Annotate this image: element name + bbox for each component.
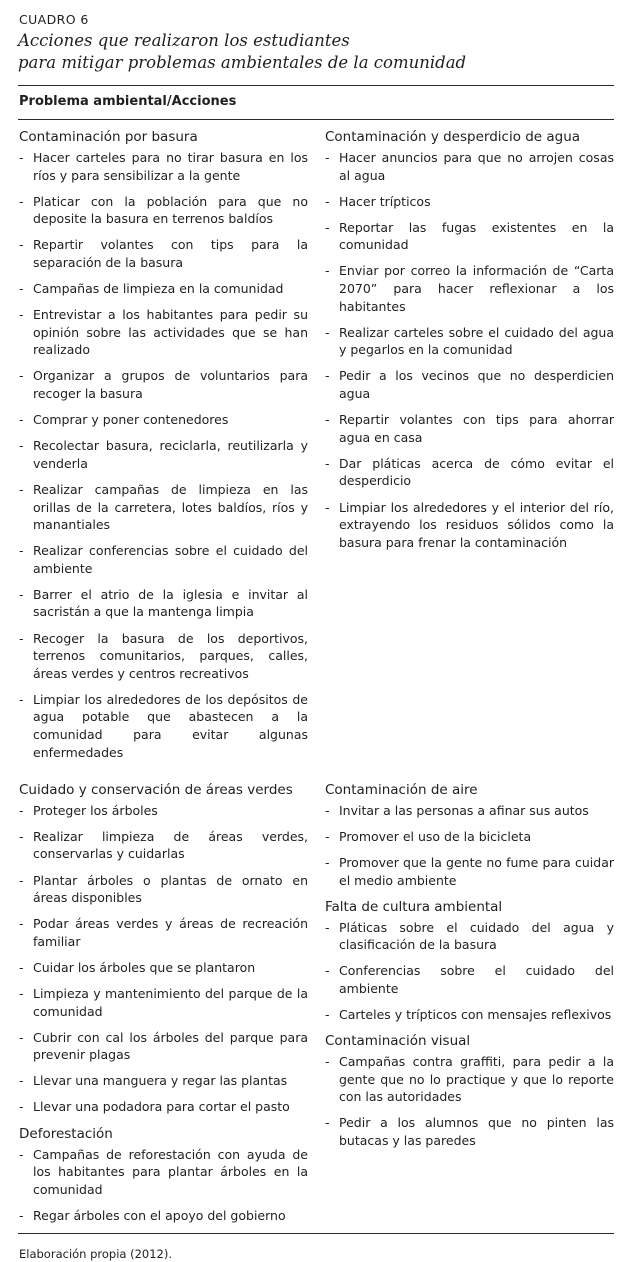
bottom-rule — [18, 1233, 614, 1234]
dash-bullet: - — [19, 985, 24, 1001]
list-item-text: Recolectar basura, reciclarla, reutilizarla y venderla — [33, 438, 308, 471]
dash-bullet: - — [19, 691, 24, 707]
list-item-text: Hacer trípticos — [339, 193, 431, 209]
table-title-line-1: Acciones que realizaron los estudiantes — [18, 31, 350, 50]
section-title: Contaminación visual — [325, 1033, 471, 1050]
list-item — [18, 828, 308, 863]
list-item-text: Promover que la gente no fume para cuidar el medio ambiente — [339, 854, 614, 888]
list-item — [18, 1207, 308, 1225]
list-item — [18, 1029, 308, 1064]
dash-bullet: - — [19, 959, 24, 975]
section-deforestacion — [18, 1125, 308, 1225]
list-item — [324, 219, 614, 254]
dash-bullet: - — [325, 828, 330, 844]
header-rule — [18, 119, 614, 120]
table-title-line-2: para mitigar problemas ambientales de la comunidad — [18, 53, 467, 72]
dash-bullet: - — [19, 281, 24, 297]
list-item-text: Llevar una podadora para cortar el pasto — [33, 1099, 290, 1115]
dash-bullet: - — [325, 1006, 330, 1022]
list-item-text: Organizar a grupos de voluntarios para recoger la basura — [33, 368, 308, 402]
right-column-2 — [324, 781, 614, 1233]
list-item — [18, 437, 308, 472]
list-item — [324, 262, 614, 315]
list-item-text: Regar árboles con el apoyo del gobierno — [33, 1207, 286, 1223]
dash-bullet: - — [325, 1054, 330, 1070]
row-2 — [18, 781, 614, 1233]
list-item-text: Conferencias sobre el cuidado del ambiente — [339, 963, 614, 996]
dash-bullet: - — [325, 263, 330, 279]
list-item-text: Realizar limpieza de áreas verdes, conservarlas y cuidarlas — [33, 828, 308, 862]
list-item-text: Llevar una manguera y regar las plantas — [33, 1073, 288, 1089]
dash-bullet: - — [19, 412, 24, 428]
dash-bullet: - — [325, 854, 330, 870]
list-item-text: Campañas de limpieza en la comunidad — [33, 281, 284, 297]
list-item — [324, 962, 614, 997]
list-item — [18, 1098, 308, 1116]
left-column-2 — [18, 781, 308, 1233]
dash-bullet: - — [19, 481, 24, 497]
dash-bullet: - — [19, 1146, 24, 1162]
section-title: Contaminación de aire — [325, 781, 478, 798]
column-header: Problema ambiental/Acciones — [19, 94, 237, 109]
dash-bullet: - — [19, 193, 24, 209]
dash-bullet: - — [19, 543, 24, 559]
list-item-text: Campañas de reforestación con ayuda de los habitantes para plantar árboles en la comunidad — [33, 1146, 308, 1197]
dash-bullet: - — [325, 324, 330, 340]
list-item-text: Comprar y poner contenedores — [33, 412, 229, 428]
dash-bullet: - — [19, 1073, 24, 1089]
dash-bullet: - — [19, 307, 24, 323]
list-item-text: Barrer el atrio de la iglesia e invitar al sacristán a que la mantenga limpia — [33, 586, 308, 620]
list-item-text: Recoger la basura de los deportivos, terrenos comunitarios, parques, calles, áreas verdes y centros recreativos — [33, 630, 308, 681]
dash-bullet: - — [325, 150, 330, 165]
source-note: Elaboración propia (2012). — [19, 1246, 173, 1261]
list-item-text: Realizar campañas de limpieza en las orillas de la carretera, lotes baldíos, ríos y manantiales — [33, 481, 308, 533]
dash-bullet: - — [19, 586, 24, 602]
list-item-text: Promover el uso de la bicicleta — [339, 828, 532, 844]
list-item — [324, 499, 614, 552]
list-item — [18, 1072, 308, 1090]
dash-bullet: - — [325, 412, 330, 428]
action-list — [18, 802, 308, 1116]
list-item-text: Entrevistar a los habitantes para pedir su opinión sobre las actividades que se han realizado — [33, 307, 308, 358]
action-list — [324, 919, 614, 1024]
dash-bullet: - — [325, 499, 330, 515]
row-1 — [18, 128, 614, 770]
action-list — [18, 149, 308, 761]
dash-bullet: - — [325, 919, 330, 935]
list-item — [324, 455, 614, 490]
dash-bullet: - — [19, 1207, 24, 1223]
dash-bullet: - — [19, 438, 24, 454]
action-list — [324, 802, 614, 889]
list-item-text: Realizar carteles sobre el cuidado del agua y pegarlos en la comunidad — [339, 324, 614, 358]
list-item — [18, 236, 308, 271]
list-item-text: Limpieza y mantenimiento del parque de la comunidad — [33, 985, 308, 1019]
list-item-text: Limpiar los alrededores y el interior del río, extrayendo los residuos sólidos como la basura para frenar la contaminación — [339, 499, 614, 550]
list-item-text: Invitar a las personas a afinar sus autos — [339, 802, 589, 818]
list-item — [324, 324, 614, 359]
list-item — [324, 1006, 614, 1024]
dash-bullet: - — [19, 828, 24, 844]
list-item — [18, 306, 308, 359]
section-title: Contaminación por basura — [19, 129, 198, 145]
dash-bullet: - — [19, 150, 24, 165]
figure-label: CUADRO 6 — [19, 12, 89, 27]
list-item-text: Cuidar los árboles que se plantaron — [33, 959, 256, 975]
list-item — [18, 959, 308, 977]
list-item — [18, 367, 308, 402]
list-item — [18, 872, 308, 907]
section-aire — [324, 781, 614, 889]
dash-bullet: - — [19, 1029, 24, 1045]
list-item — [324, 149, 614, 184]
list-item-text: Carteles y trípticos con mensajes reflexivos — [339, 1006, 612, 1022]
list-item — [18, 149, 308, 184]
dash-bullet: - — [325, 368, 330, 384]
list-item — [18, 1146, 308, 1199]
list-item-text: Pedir a los alumnos que no pinten las butacas y las paredes — [339, 1115, 614, 1148]
section-visual — [324, 1032, 614, 1149]
list-item — [18, 586, 308, 621]
dash-bullet: - — [325, 193, 330, 209]
list-item — [18, 915, 308, 950]
list-item — [324, 411, 614, 446]
section-title: Cuidado y conservación de áreas verdes — [19, 781, 293, 798]
list-item-text: Pláticas sobre el cuidado del agua y clasificación de la basura — [339, 919, 614, 953]
list-item — [18, 481, 308, 534]
list-item-text: Reportar las fugas existentes en la comunidad — [339, 219, 614, 253]
dash-bullet: - — [325, 802, 330, 818]
list-item — [18, 542, 308, 577]
list-item-text: Enviar por correo la información de “Carta 2070” para hacer reflexionar a los habitantes — [339, 263, 614, 314]
dash-bullet: - — [325, 219, 330, 235]
list-item-text: Plantar árboles o plantas de ornato en áreas disponibles — [33, 872, 308, 906]
action-list — [324, 1053, 614, 1149]
section-basura — [18, 128, 308, 761]
list-item — [324, 367, 614, 402]
list-item-text: Platicar con la población para que no deposite la basura en terrenos baldíos — [33, 193, 308, 227]
list-item-text: Pedir a los vecinos que no desperdicien agua — [339, 368, 614, 402]
action-list — [324, 149, 614, 551]
dash-bullet: - — [19, 368, 24, 384]
section-title: Falta de cultura ambiental — [325, 898, 503, 915]
list-item-text: Hacer carteles para no tirar basura en los ríos y para sensibilizar a la gente — [33, 150, 308, 183]
dash-bullet: - — [19, 237, 24, 253]
list-item-text: Realizar conferencias sobre el cuidado del ambiente — [33, 543, 308, 576]
list-item-text: Podar áreas verdes y áreas de recreación familiar — [33, 916, 308, 949]
list-item — [324, 802, 614, 820]
list-item — [324, 854, 614, 889]
list-item-text: Cubrir con cal los árboles del parque para prevenir plagas — [33, 1029, 308, 1063]
list-item — [324, 1114, 614, 1149]
list-item — [18, 630, 308, 683]
list-item — [18, 411, 308, 429]
dash-bullet: - — [19, 802, 24, 818]
section-title: Deforestación — [19, 1125, 113, 1142]
list-item — [18, 802, 308, 820]
dash-bullet: - — [325, 1115, 330, 1131]
right-column-1 — [324, 128, 614, 770]
section-cultura — [324, 898, 614, 1024]
list-item-text: Campañas contra graffiti, para pedir a la gente que no lo practique y que lo reporte con las autoridades — [339, 1054, 614, 1105]
section-agua — [324, 128, 614, 551]
list-item-text: Repartir volantes con tips para la separación de la basura — [33, 237, 308, 270]
list-item-text: Proteger los árboles — [33, 802, 158, 818]
list-item — [324, 193, 614, 211]
list-item — [18, 280, 308, 298]
list-item — [18, 193, 308, 228]
list-item-text: Limpiar los alrededores de los depósitos de agua potable que abastecen a la comunidad para evitar algunas enfermedades — [33, 691, 308, 760]
list-item — [324, 1053, 614, 1106]
dash-bullet: - — [19, 1099, 24, 1115]
dash-bullet: - — [325, 455, 330, 471]
left-column-1 — [18, 128, 308, 770]
list-item-text: Hacer anuncios para que no arrojen cosas al agua — [339, 150, 614, 183]
table-page — [18, 12, 614, 1262]
list-item — [324, 828, 614, 846]
list-item — [324, 919, 614, 954]
list-item — [18, 985, 308, 1020]
dash-bullet: - — [19, 916, 24, 932]
list-item-text: Dar pláticas acerca de cómo evitar el desperdicio — [339, 455, 614, 489]
dash-bullet: - — [19, 872, 24, 888]
section-areas-verdes — [18, 781, 308, 1116]
dash-bullet: - — [19, 630, 24, 646]
list-item — [18, 691, 308, 761]
list-item-text: Repartir volantes con tips para ahorrar agua en casa — [339, 412, 614, 445]
dash-bullet: - — [325, 963, 330, 979]
section-title: Contaminación y desperdicio de agua — [325, 129, 581, 145]
action-list — [18, 1146, 308, 1225]
